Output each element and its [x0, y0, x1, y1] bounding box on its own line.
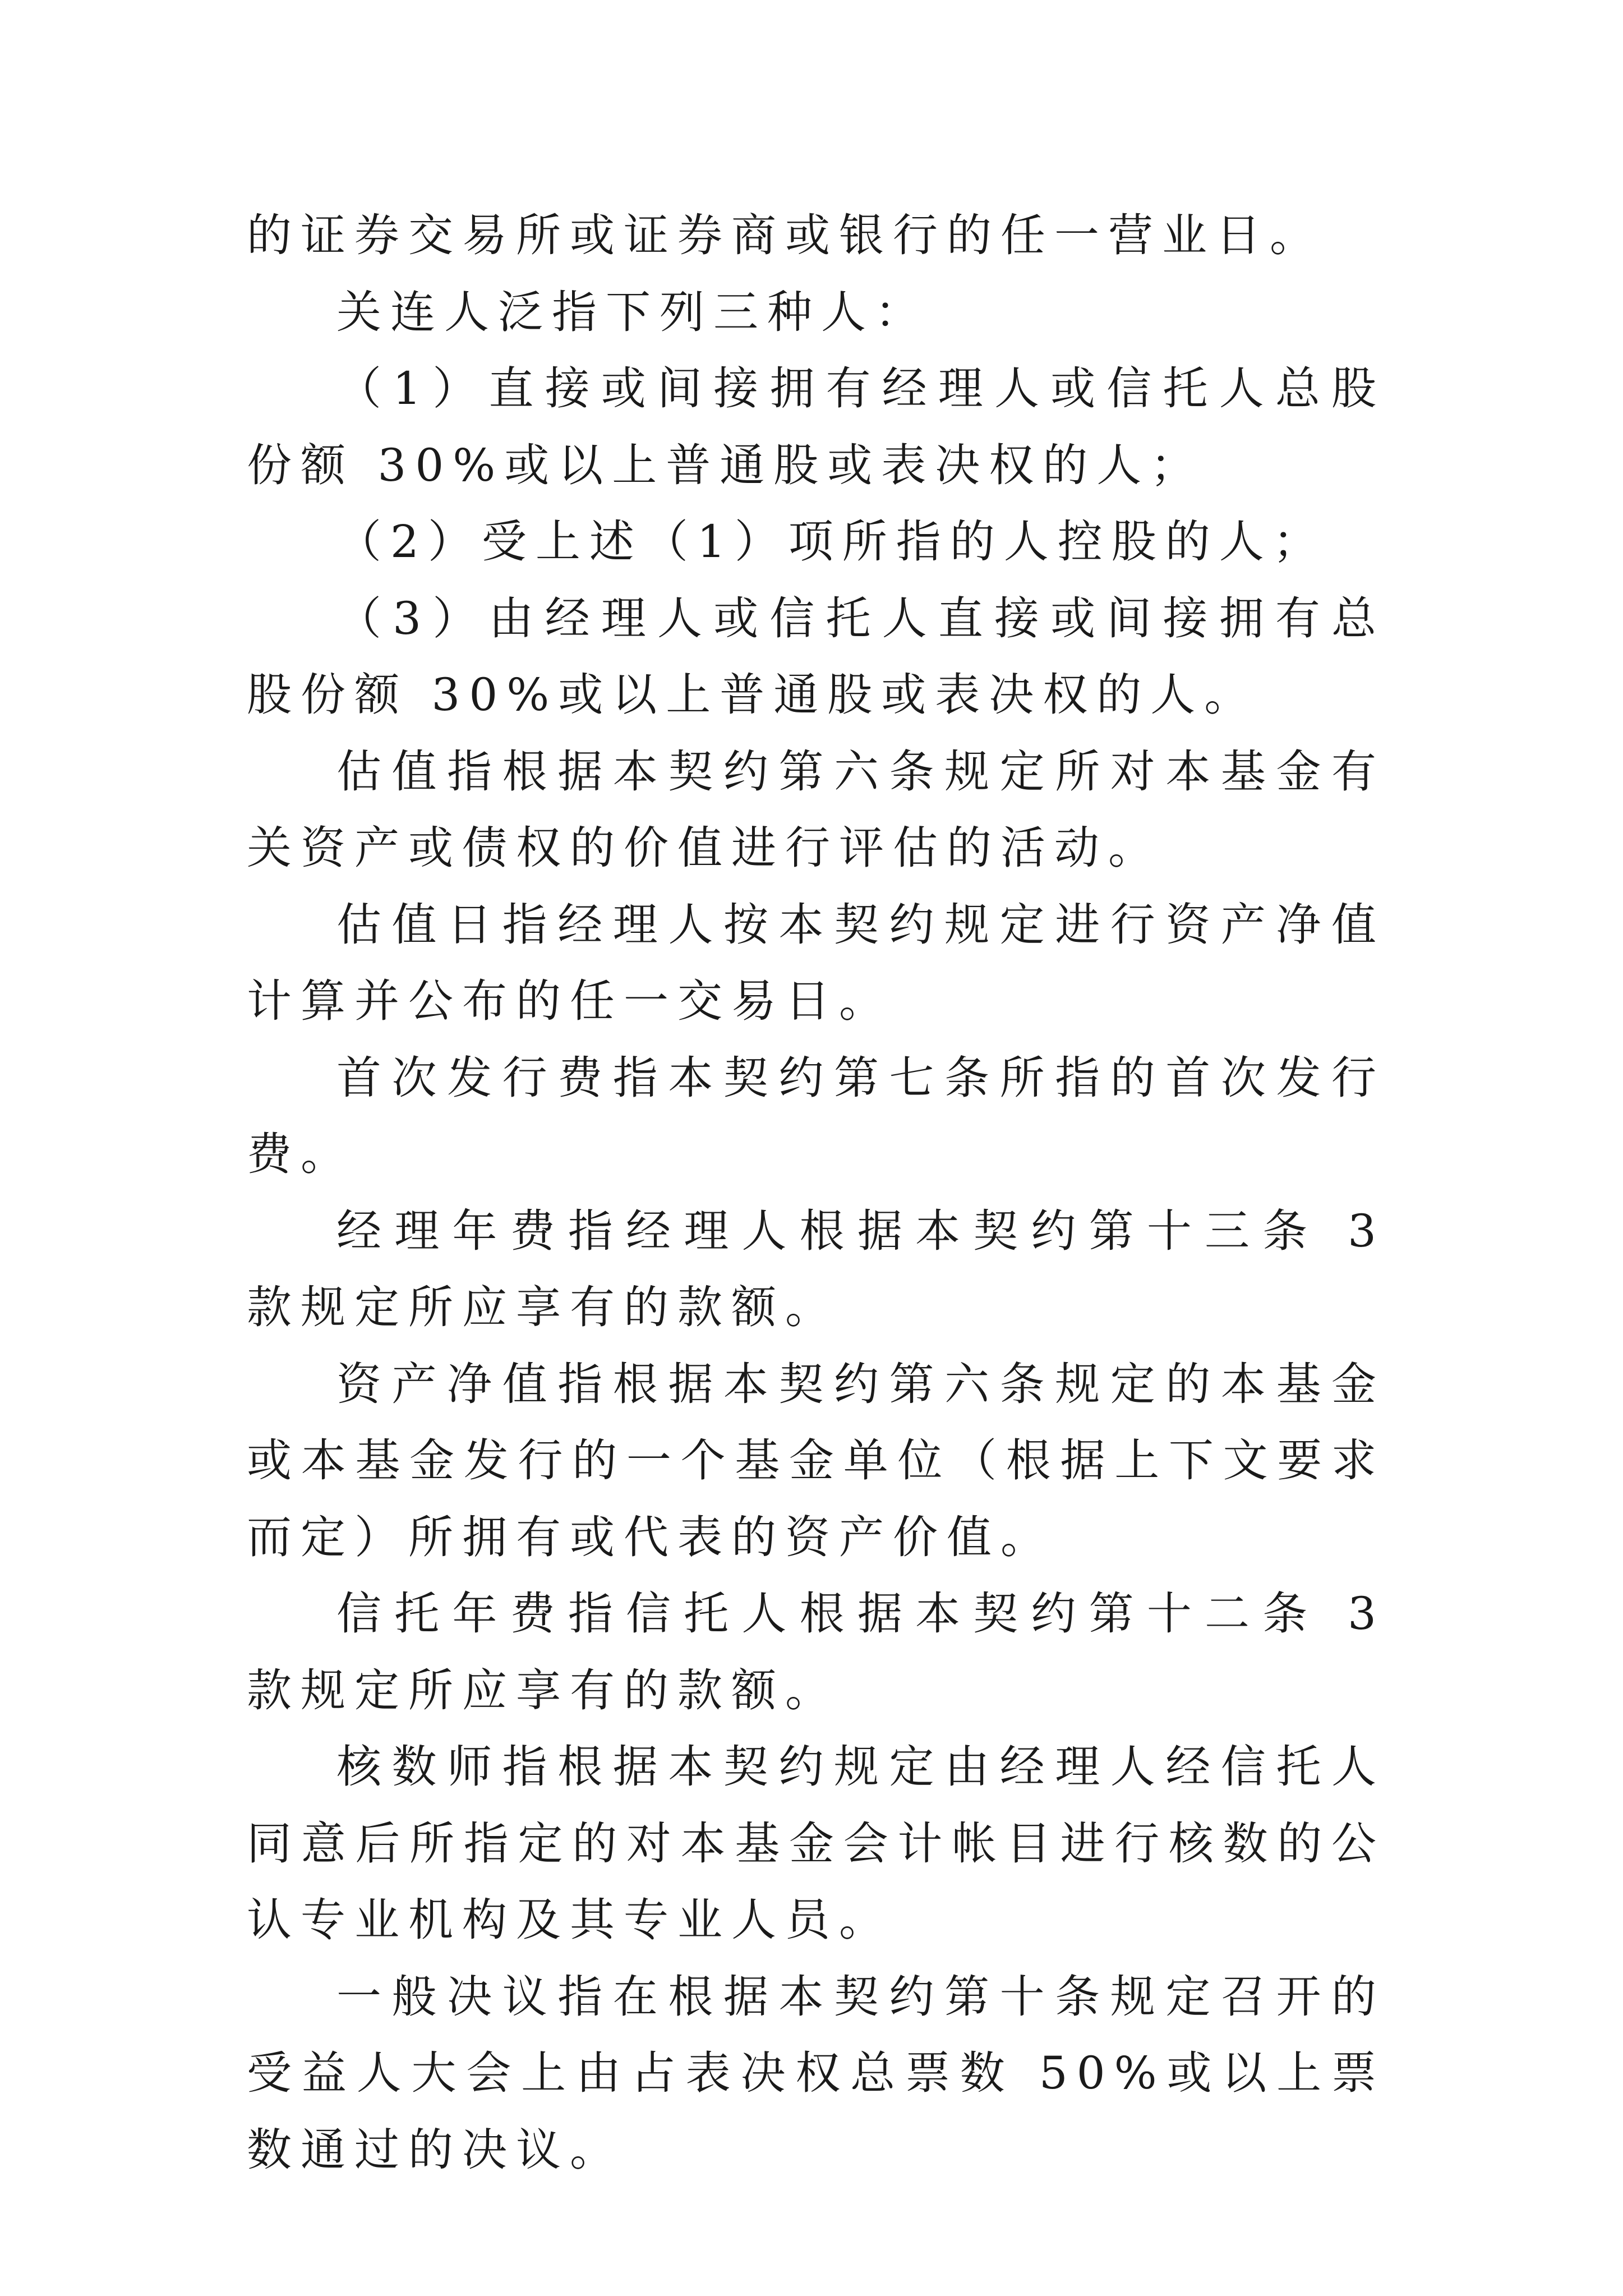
- paragraph-valuation-definition: 估值指根据本契约第六条规定所对本基金有关资产或债权的价值进行评估的活动。: [247, 745, 1385, 874]
- paragraph-valuation-day-definition: 估值日指经理人按本契约规定进行资产净值计算并公布的任一交易日。: [247, 898, 1385, 1027]
- paragraph-related-person-item-2: （2）受上述（1）项所指的人控股的人；: [336, 516, 1327, 568]
- paragraph-initial-issue-fee-definition: 首次发行费指本契约第七条所指的首次发行费。: [247, 1051, 1385, 1180]
- paragraph-manager-annual-fee-definition: 经理年费指经理人根据本契约第十三条 3 款规定所应享有的款额。: [247, 1204, 1385, 1333]
- paragraph-continuation: 的证券交易所或证券商或银行的任一营业日。: [247, 209, 1324, 261]
- document-body: [247, 197, 1385, 2188]
- paragraph-trustee-annual-fee-definition: 信托年费指信托人根据本契约第十二条 3 款规定所应享有的款额。: [247, 1588, 1385, 1717]
- paragraph-related-person-item-1: （1）直接或间接拥有经理人或信托人总股份额 30%或以上普通股或表决权的人；: [247, 362, 1385, 491]
- paragraph-net-asset-value-definition: 资产净值指根据本契约第六条规定的本基金或本基金发行的一个基金单位（根据上下文要求而定）所拥有或代表的资产价值。: [247, 1358, 1385, 1563]
- paragraph-auditor-definition: 核数师指根据本契约规定由经理人经信托人同意后所指定的对本基金会计帐目进行核数的公认专业机构及其专业人员。: [247, 1741, 1385, 1946]
- paragraph-related-persons-definition: 关连人泛指下列三种人：: [336, 286, 929, 338]
- paragraph-ordinary-resolution-definition: 一般决议指在根据本契约第十条规定召开的受益人大会上由占表决权总票数 50%或以上票数通过的决议。: [247, 1970, 1385, 2176]
- paragraph-related-person-item-3: （3）由经理人或信托人直接或间接拥有总股份额 30%或以上普通股或表决权的人。: [247, 592, 1385, 721]
